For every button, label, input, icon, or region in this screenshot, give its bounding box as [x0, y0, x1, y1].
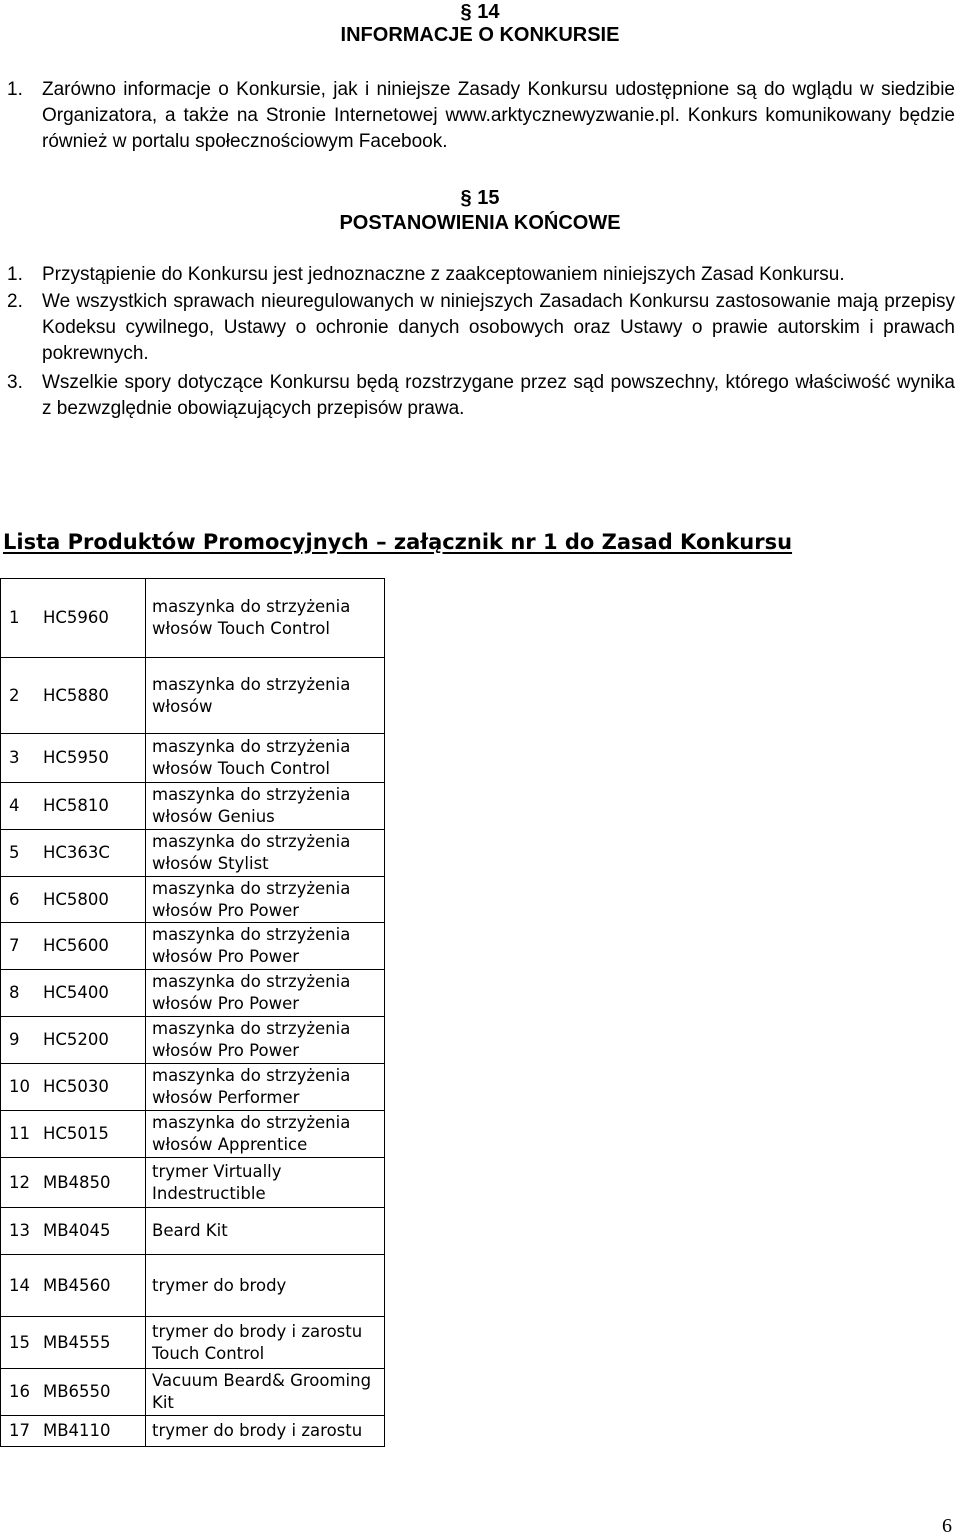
item-number: 2.: [7, 291, 23, 312]
product-description-cell: [146, 1416, 385, 1447]
product-model: HC363C: [43, 843, 110, 862]
product-description-cell: [146, 923, 385, 970]
product-description-cell: [146, 783, 385, 830]
product-description-cell: [146, 1208, 385, 1255]
product-id-cell: [1, 877, 146, 923]
item-text: Wszelkie spory dotyczące Konkursu będą rozstrzygane przez sąd powszechny, którego właściwość wynika z bezwzględnie obowiązujących przepisów prawa.: [42, 372, 955, 419]
product-id-cell: [1, 734, 146, 783]
product-model: HC5810: [43, 796, 109, 815]
product-description: maszynka do strzyżenia włosów Stylist: [152, 832, 351, 873]
item-text: Przystąpienie do Konkursu jest jednoznaczne z zaakceptowaniem niniejszych Zasad Konkursu.: [42, 264, 845, 285]
product-description: trymer do brody i zarostu Touch Control: [152, 1321, 363, 1363]
table-row: [1, 783, 385, 830]
section-15-item-1: [7, 262, 955, 288]
row-number: 3: [9, 748, 20, 767]
row-number: 4: [9, 796, 20, 815]
product-description-cell: [146, 734, 385, 783]
product-id-cell: [1, 1064, 146, 1111]
table-row: [1, 1017, 385, 1064]
product-description-cell: [146, 1158, 385, 1208]
row-number: 10: [9, 1077, 30, 1096]
table-row: [1, 579, 385, 658]
section-15-item-3: [7, 370, 955, 422]
table-row: [1, 877, 385, 923]
product-list-title: Lista Produktów Promocyjnych – załącznik nr 1 do Zasad Konkursu: [3, 530, 793, 554]
product-description: maszynka do strzyżenia włosów Pro Power: [152, 878, 351, 920]
row-number: 8: [9, 983, 20, 1002]
product-description-cell: [146, 1064, 385, 1111]
product-model: MB4850: [43, 1172, 111, 1192]
product-model: HC5600: [43, 936, 109, 955]
product-id-cell: [1, 1255, 146, 1317]
product-description-cell: [146, 877, 385, 923]
product-description: maszynka do strzyżenia włosów Touch Control: [152, 597, 351, 638]
product-model: HC5400: [43, 983, 109, 1002]
product-model: MB4560: [43, 1275, 111, 1295]
item-text: Zarówno informacje o Konkursie, jak i niniejsze Zasady Konkursu udostępnione są do wglądu w siedzibie Organizatora, a także na Stronie Internetowej www.arktycznewyzwanie.pl. Konkurs komunikowany będzie również w portalu społecznościowym Facebook.: [42, 79, 955, 152]
product-description: maszynka do strzyżenia włosów Pro Power: [152, 925, 351, 966]
product-model: MB4045: [43, 1221, 111, 1240]
row-number: 17: [9, 1421, 30, 1440]
row-number: 16: [9, 1382, 30, 1401]
product-model: HC5200: [43, 1030, 109, 1049]
product-description: maszynka do strzyżenia włosów Pro Power: [152, 972, 351, 1013]
product-id-cell: [1, 970, 146, 1017]
product-model: MB6550: [43, 1382, 111, 1401]
item-number: 1.: [7, 264, 23, 285]
product-description: maszynka do strzyżenia włosów Touch Control: [152, 737, 351, 778]
row-number: 7: [9, 936, 20, 955]
table-row: [1, 734, 385, 783]
product-description-cell: [146, 1255, 385, 1317]
product-description-cell: [146, 1369, 385, 1416]
table-row: [1, 1255, 385, 1317]
product-id-cell: [1, 830, 146, 877]
product-description: maszynka do strzyżenia włosów Apprentice: [152, 1113, 351, 1154]
product-id-cell: [1, 658, 146, 734]
section-14-item-1: [7, 77, 955, 155]
table-row: [1, 1111, 385, 1158]
table-row: [1, 970, 385, 1017]
row-number: 14: [9, 1275, 30, 1295]
product-table: [0, 578, 385, 1447]
product-model: HC5950: [43, 748, 109, 767]
product-description-cell: [146, 830, 385, 877]
product-model: HC5960: [43, 608, 109, 627]
product-description: Vacuum Beard& Grooming Kit: [152, 1371, 372, 1412]
row-number: 2: [9, 685, 20, 705]
section-15-number: § 15: [460, 187, 500, 209]
product-model: HC5030: [43, 1077, 109, 1096]
row-number: 1: [9, 608, 20, 627]
product-description: trymer do brody: [152, 1275, 287, 1295]
item-number: 1.: [7, 79, 23, 100]
product-id-cell: [1, 1369, 146, 1416]
section-15-title: POSTANOWIENIA KOŃCOWE: [339, 212, 621, 234]
product-description: maszynka do strzyżenia włosów Pro Power: [152, 1019, 351, 1060]
product-id-cell: [1, 923, 146, 970]
product-model: MB4110: [43, 1421, 111, 1440]
table-row: [1, 658, 385, 734]
product-description: trymer do brody i zarostu: [152, 1421, 363, 1440]
table-row: [1, 1369, 385, 1416]
section-15-item-2: [7, 289, 955, 367]
product-id-cell: [1, 1111, 146, 1158]
product-id-cell: [1, 783, 146, 830]
product-id-cell: [1, 579, 146, 658]
product-model: HC5800: [43, 889, 109, 909]
product-description-cell: [146, 579, 385, 658]
row-number: 6: [9, 889, 20, 909]
product-id-cell: [1, 1017, 146, 1064]
row-number: 5: [9, 843, 20, 862]
product-description: Beard Kit: [152, 1221, 228, 1240]
row-number: 9: [9, 1030, 20, 1049]
table-row: [1, 1416, 385, 1447]
product-description: maszynka do strzyżenia włosów Performer: [152, 1066, 351, 1107]
section-14-number: § 14: [460, 1, 500, 23]
table-row: [1, 923, 385, 970]
product-description-cell: [146, 658, 385, 734]
product-id-cell: [1, 1416, 146, 1447]
row-number: 13: [9, 1221, 30, 1240]
table-row: [1, 1158, 385, 1208]
product-description: maszynka do strzyżenia włosów: [152, 674, 351, 716]
product-model: HC5880: [43, 685, 109, 705]
product-description-cell: [146, 970, 385, 1017]
product-model: MB4555: [43, 1332, 111, 1352]
row-number: 12: [9, 1172, 30, 1192]
table-row: [1, 1208, 385, 1255]
product-id-cell: [1, 1208, 146, 1255]
product-description-cell: [146, 1017, 385, 1064]
section-14-title: INFORMACJE O KONKURSIE: [340, 24, 620, 46]
table-row: [1, 1064, 385, 1111]
product-description-cell: [146, 1317, 385, 1369]
product-id-cell: [1, 1317, 146, 1369]
page-number: 6: [942, 1515, 952, 1537]
product-id-cell: [1, 1158, 146, 1208]
item-text: We wszystkich sprawach nieuregulowanych w niniejszych Zasadach Konkursu zastosowanie mają przepisy Kodeksu cywilnego, Ustawy o ochronie danych osobowych oraz Ustawy o prawie autorskim i prawach pokrewnych.: [42, 291, 955, 364]
table-row: [1, 830, 385, 877]
product-model: HC5015: [43, 1124, 109, 1143]
table-row: [1, 1317, 385, 1369]
product-description: trymer Virtually Indestructible: [152, 1161, 282, 1203]
product-description: maszynka do strzyżenia włosów Genius: [152, 785, 351, 826]
row-number: 11: [9, 1124, 30, 1143]
row-number: 15: [9, 1332, 30, 1352]
product-description-cell: [146, 1111, 385, 1158]
item-number: 3.: [7, 372, 23, 393]
